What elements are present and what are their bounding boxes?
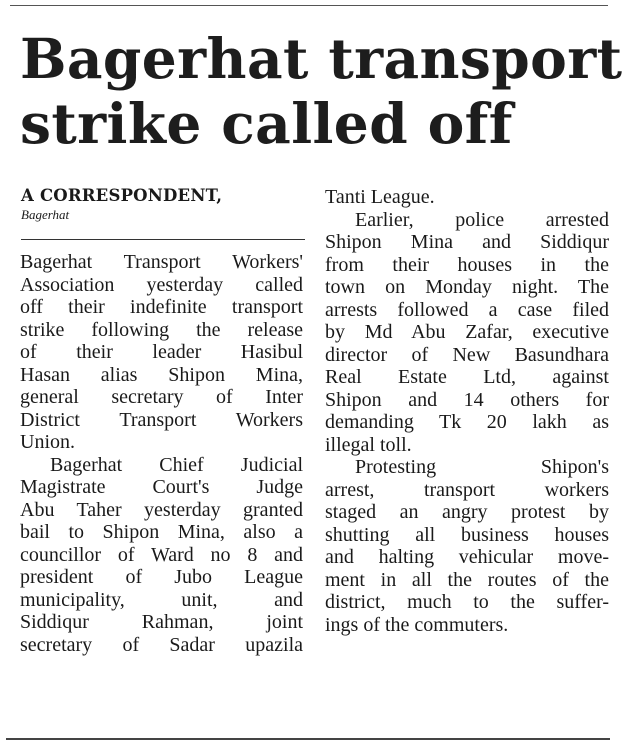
column-2-line: Tanti League. bbox=[325, 186, 435, 208]
headline bbox=[20, 26, 623, 156]
column-1-line: Association yesterday called bbox=[20, 273, 303, 296]
column-1-line: District Transport Workers bbox=[20, 408, 303, 431]
article-column-2 bbox=[325, 186, 609, 636]
top-rule bbox=[10, 5, 608, 6]
byline-block bbox=[21, 186, 311, 223]
column-1-line: Siddiqur Rahman, joint bbox=[20, 611, 303, 633]
column-1-line: strike following the release bbox=[20, 318, 303, 341]
column-1-line: Magistrate Court's Judge bbox=[20, 476, 303, 498]
column-2-line: district, much to the suffer- bbox=[325, 591, 609, 613]
column-1-line: Hasan alias Shipon Mina, bbox=[20, 363, 303, 386]
column-1-line: councillor of Ward no 8 and bbox=[20, 543, 303, 566]
column-2-line: by Md Abu Zafar, executive bbox=[325, 321, 609, 343]
column-1-line: municipality, unit, and bbox=[20, 588, 303, 611]
column-2-line: from their houses in the bbox=[325, 253, 609, 276]
bottom-rule bbox=[6, 738, 610, 740]
column-2-line: arrests followed a case filed bbox=[325, 298, 609, 321]
column-2-line: town on Monday night. The bbox=[325, 276, 609, 298]
column-2-line: staged an angry protest by bbox=[325, 501, 609, 523]
column-2-line: illegal toll. bbox=[325, 433, 412, 456]
column-1-line: secretary of Sadar upazila bbox=[20, 633, 303, 656]
article-column-1 bbox=[20, 251, 303, 656]
column-2-line: arrest, transport workers bbox=[325, 478, 609, 501]
column-2-line: and halting vehicular move- bbox=[325, 546, 609, 568]
byline-rule bbox=[21, 239, 305, 240]
column-2-line: Shipon and 14 others for bbox=[325, 388, 609, 411]
dateline: Bagerhat bbox=[21, 207, 70, 222]
headline-line-2: strike called off bbox=[20, 91, 513, 156]
column-2-line: ment in all the routes of the bbox=[325, 568, 609, 591]
column-1-line: Bagerhat Transport Workers' bbox=[20, 251, 303, 273]
column-1-line: Abu Taher yesterday granted bbox=[20, 498, 303, 521]
column-1-line: off their indefinite transport bbox=[20, 296, 303, 318]
column-1-line: Bagerhat Chief Judicial bbox=[50, 453, 303, 476]
column-2-line: Earlier, police arrested bbox=[355, 208, 609, 231]
column-1-line: Union. bbox=[20, 431, 75, 453]
headline-line-1: Bagerhat transport bbox=[20, 26, 623, 91]
column-2-line: Shipon Mina and Siddiqur bbox=[325, 231, 609, 253]
column-2-line: ings of the commuters. bbox=[325, 613, 509, 636]
column-2-line: Real Estate Ltd, against bbox=[325, 366, 609, 388]
column-1-line: general secretary of Inter bbox=[20, 386, 303, 408]
column-2-line: shutting all business houses bbox=[325, 523, 609, 546]
column-2-line: director of New Basundhara bbox=[325, 343, 609, 366]
column-2-line: Protesting Shipon's bbox=[355, 456, 609, 478]
byline: A CORRESPONDENT, bbox=[21, 186, 223, 205]
column-1-line: bail to Shipon Mina, also a bbox=[20, 521, 303, 543]
column-2-line: demanding Tk 20 lakh as bbox=[325, 411, 609, 433]
column-1-line: of their leader Hasibul bbox=[20, 341, 303, 363]
column-1-line: president of Jubo League bbox=[20, 566, 303, 588]
